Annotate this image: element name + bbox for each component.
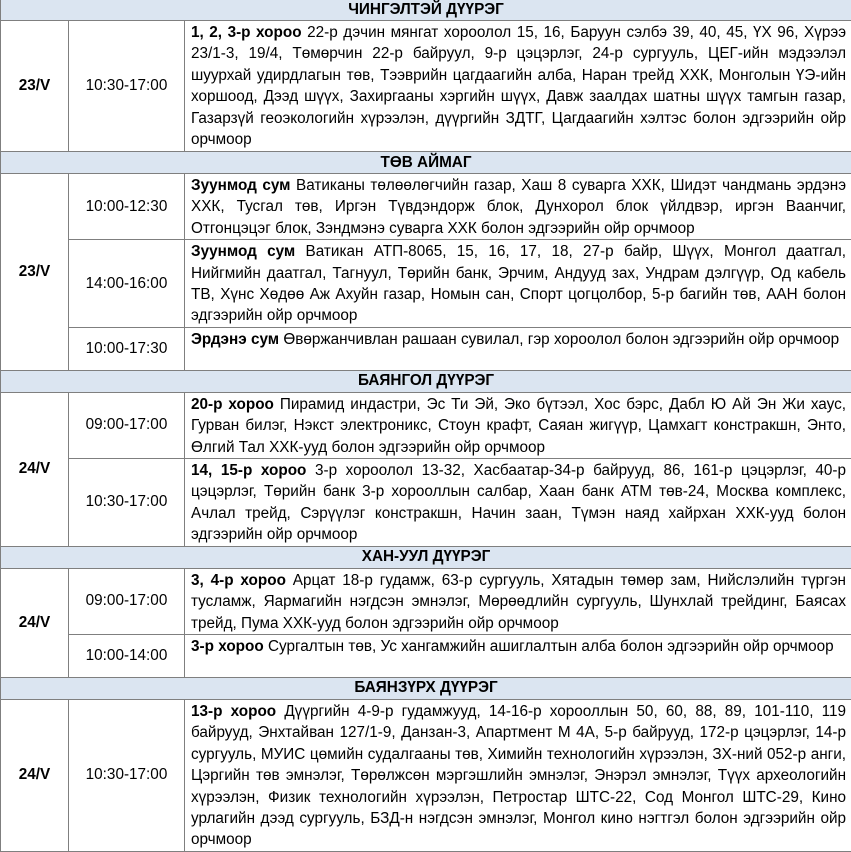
time-cell: 10:30-17:00 [69,459,185,547]
time-cell: 09:00-17:00 [69,568,185,634]
schedule-row [1,699,851,851]
area-name: 3-р хороо [191,638,264,655]
district-header-row [1,370,851,392]
date-cell: 24/V [1,392,69,546]
district-header-row [1,152,851,174]
description-cell [185,392,851,458]
district-header: ЧИНГЭЛТЭЙ ДҮҮРЭГ [1,0,851,21]
area-name: Зуунмод сум [191,243,295,260]
area-details: Пирамид индастри, Эс Ти Эй, Эко бүтээл, Хос бэрс, Дабл Ю Ай Эн Жи хаус, Гурван билэг, Нэкст электроникс, Стоун крафт, Саяан жигүүр, Цамхагт констракшн, Энто, Өлгий Тал ХХК-ууд болон эдгээрийн ойр орчмоор [191,396,846,456]
description-cell [185,21,851,152]
time-cell: 10:30-17:00 [69,699,185,851]
district-header: БАЯНГОЛ ДҮҮРЭГ [1,370,851,392]
district-header: БАЯНЗҮРХ ДҮҮРЭГ [1,677,851,699]
district-header-row [1,677,851,699]
area-name: Эрдэнэ сум [191,331,279,348]
area-name: Зуунмод сум [191,177,290,194]
area-details: Ватиканы төлөөлөгчийн газар, Хаш 8 суварга ХХК, Шидэт чандмань эрдэнэ ХХК, Тусгал төв, Иргэн Түвдэндорж блок, Дунхорол блок үйлдвэр, иргэн Ваанчиг, Отгонцэцэг блок, Зэндмэнэ суварга ХХК болон эдгээрийн ойр орчмоор [191,177,846,237]
time-cell: 10:00-14:00 [69,634,185,677]
description-cell [185,174,851,240]
date-cell: 23/V [1,21,69,152]
district-header: ТӨВ АЙМАГ [1,152,851,174]
area-details: 3-р хороолол 13-32, Хасбаатар-34-р байрууд, 86, 161-р цэцэрлэг, 40-р цэцэрлэг, Төрийн банк 3-р хорооллын салбар, Хаан банк АТМ төв-24, Москва комплекс, Ачлал трейд, Сэрүүлэг констракшн, Начин заан, Түмэн наяд хайрхан ХХК-ууд болон эдгээрийн ойр орчмоор [191,462,846,543]
schedule-row [1,240,851,328]
description-cell [185,634,851,677]
time-cell: 10:30-17:00 [69,21,185,152]
time-cell: 10:00-12:30 [69,174,185,240]
date-cell: 24/V [1,699,69,851]
area-details: Ватикан АТП-8065, 15, 16, 17, 18, 27-р байр, Шүүх, Монгол даатгал, Нийгмийн даатгал, Тагнуул, Төрийн банк, Эрчим, Андууд зах, Ундрам дэлгүүр, Од кабель ТВ, Хүнс Хөдөө Аж Ахуйн газар, Номын сан, Спорт цогцолбор, 5-р багийн төв, ААН болон эдгээрийн ойр орчмоор [191,243,846,324]
area-details: Сургалтын төв, Ус хангамжийн ашиглалтын алба болон эдгээрийн ойр орчмоор [264,638,834,655]
area-name: 13-р хороо [191,703,276,720]
schedule-row [1,568,851,634]
district-header: ХАН-УУЛ ДҮҮРЭГ [1,546,851,568]
schedule-row [1,174,851,240]
description-cell [185,327,851,370]
date-cell: 23/V [1,174,69,371]
area-details: 22-р дэчин мянгат хороолол 15, 16, Баруун сэлбэ 39, 40, 45, ҮХ 96, Хүрээ 23/1-3, 19/4, Төмөрчин 22-р байруул, 9-р цэцэрлэг, 24-р сургууль, ЦЕГ-ийн мэдээлэл шуурхай удирдлагын төв, Тээврийн цагдаагийн алба, Наран трейд ХХК, Монголын ҮЭ-ийн хоршоод, Дээд шүүх, Захиргааны хэргийн шүүх, Давж заалдах шатны шүүх тамгын газар, Газарзүй геоэкологийн хүрээлэн, дүүргийн ЗДТГ, Цагдаагийн хэлтэс болон эдгээрийн ойр орчмоор [191,24,846,148]
area-details: Дүүргийн 4-9-р гудамжууд, 14-16-р хорооллын 50, 60, 88, 89, 101-110, 119 байрууд, Энхтайван 127/1-9, Данзан-3, Апартмент М 4А, 5-р байрууд, 172-р цэцэрлэг, 14-р сургууль, МУИС цөмийн судалгааны төв, Химийн технологийн хүрээлэн, ЗХ-ний 052-р анги, Цэргийн төв эмнэлэг, Төрөлжсөн мэргэшлийн эмнэлэг, Энэрэл эмнэлэг, Түүх археологийн хүрээлэн, Физик технологийн хүрээлэн, Петростар ШТС-22, Сод Монгол ШТС-29, Кино урлагийн дээд сургууль, БЗД-н нэгдсэн эмнэлэг, Монгол кино нэгтгэл болон эдгээрийн ойр орчмоор [191,703,846,848]
area-details: Өвөржанчивлан рашаан сувилал, гэр хороолол болон эдгээрийн ойр орчмоор [279,331,839,348]
description-cell [185,459,851,547]
time-cell: 14:00-16:00 [69,240,185,328]
schedule-row [1,392,851,458]
area-details: Арцат 18-р гудамж, 63-р сургууль, Хятадын төмөр зам, Нийслэлийн түргэн тусламж, Яармагийн нэгдсэн эмнэлэг, Мөрөөдлийн сургууль, Шунхлай трейдинг, Баясах трейд, Пума ХХК-ууд болон эдгээрийн ойр орчмоор [191,572,846,632]
description-cell [185,240,851,328]
schedule-row [1,634,851,677]
schedule-row [1,327,851,370]
schedule-row [1,459,851,547]
district-header-row [1,0,851,21]
date-cell: 24/V [1,568,69,677]
time-cell: 09:00-17:00 [69,392,185,458]
area-name: 20-р хороо [191,396,274,413]
area-name: 1, 2, 3-р хороо [191,24,302,41]
description-cell [185,568,851,634]
description-cell [185,699,851,851]
area-name: 14, 15-р хороо [191,462,306,479]
area-name: 3, 4-р хороо [191,572,286,589]
time-cell: 10:00-17:30 [69,327,185,370]
schedule-row [1,21,851,152]
district-header-row [1,546,851,568]
